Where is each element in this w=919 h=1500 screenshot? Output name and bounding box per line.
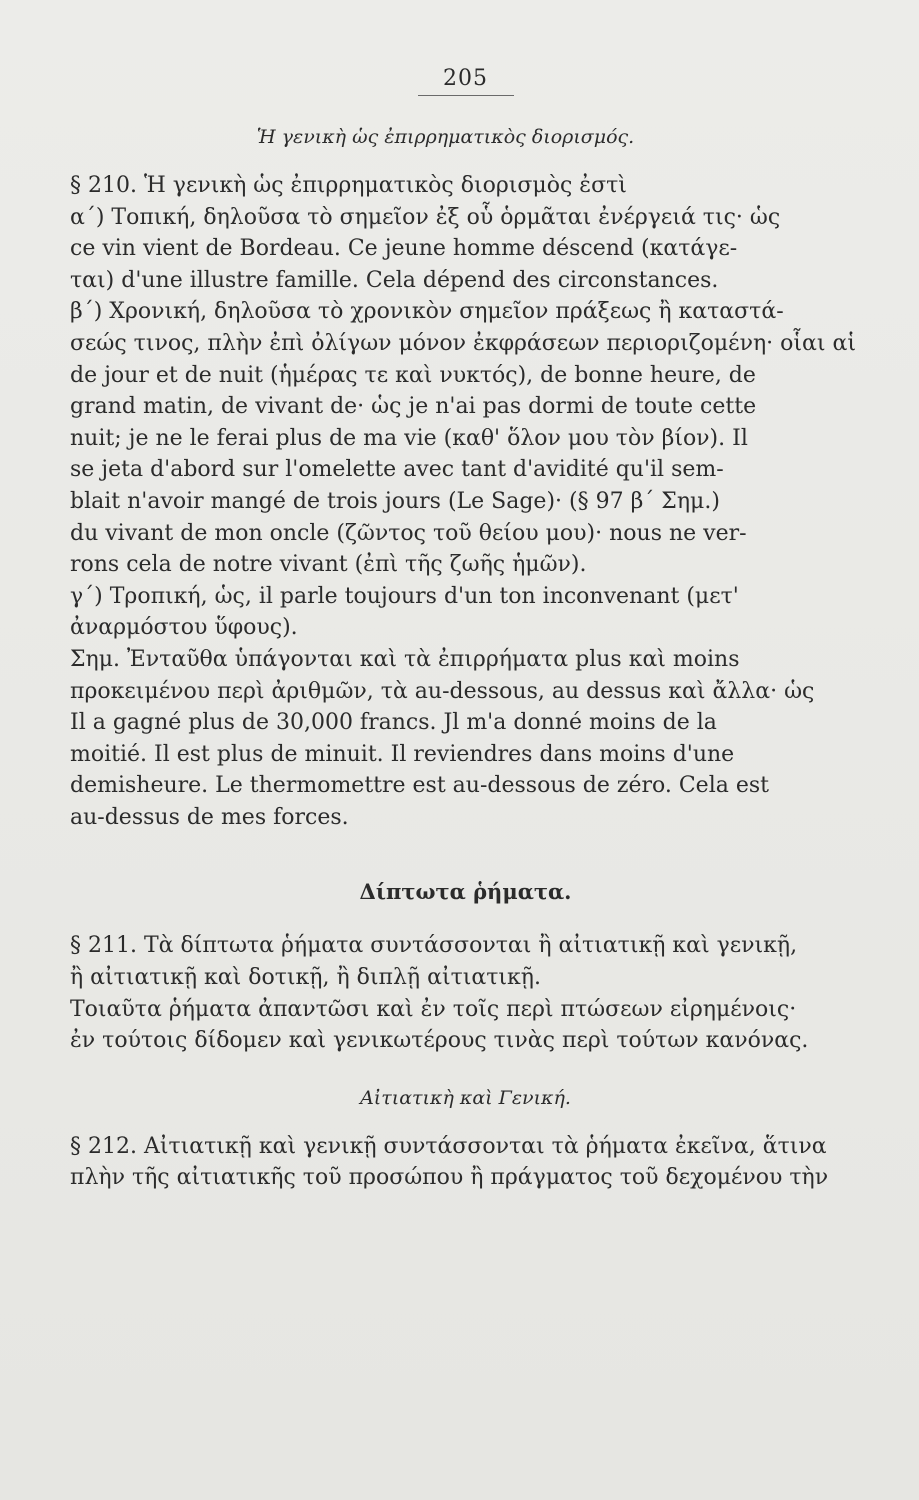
subheading-diptota: Δίπτωτα ῥήματα. (359, 879, 572, 905)
text-line: Il a gagné plus de 30,000 francs. Jl m'a donné moins de la (70, 710, 717, 736)
text-line: demisheure. Le thermomettre est au-dessous de zéro. Cela est (70, 773, 769, 799)
text-line: blait n'avoir mangé de trois jours (Le Sage)· (§ 97 β΄ Σημ.) (70, 488, 720, 514)
text-line: ται) d'une illustre famille. Cela dépend des circonstances. (70, 267, 719, 293)
page-number-divider (418, 95, 514, 96)
text-line: ἢ αἰτιατικῇ καὶ δοτικῇ, ἢ διπλῇ αἰτιατικῇ. (70, 965, 541, 991)
paragraph-211 (70, 930, 861, 1056)
text-line: rons cela de notre vivant (ἐπὶ τῆς ζωῆς ἡμῶν). (70, 552, 587, 578)
text-line: § 212. Αἰτιατικῇ καὶ γενικῇ συντάσσονται τὰ ῥήματα ἐκεῖνα, ἅτινα (70, 1133, 827, 1159)
text-line: ce vin vient de Bordeau. Ce jeune homme déscend (κατάγε- (70, 236, 738, 262)
text-line: moitié. Il est plus de minuit. Il reviendres dans moins d'une (70, 741, 735, 767)
text-line: grand matin, de vivant de· ὡς je n'ai pas dormi de toute cette (70, 394, 757, 420)
text-line: au-dessus de mes forces. (70, 804, 349, 830)
text-line: du vivant de mon oncle (ζῶντος τοῦ θείου μου)· nous ne ver- (70, 520, 747, 546)
text-line: nuit; je ne le ferai plus de ma vie (καθ' ὅλον μου τὸν βίον). Il (70, 425, 748, 451)
text-line: § 210. Ἡ γενικὴ ὡς ἐπιρρηματικὸς διορισμὸς ἐστὶ (70, 173, 627, 198)
paragraph-212 (70, 1131, 861, 1194)
text-line: § 211. Τὰ δίπτωτα ῥήματα συντάσσονται ἢ αἰτιατικῇ καὶ γενικῇ, (70, 933, 798, 959)
text-line: ἀναρμόστου ὕφους). (70, 615, 298, 641)
paragraph-210 (70, 170, 861, 833)
text-line: ἐν τούτοις δίδομεν καὶ γενικωτέρους τινὰς περὶ τούτων κανόνας. (70, 1028, 809, 1054)
text-line: προκειμένου περὶ ἀριθμῶν, τὰ au-dessous, au dessus καὶ ἄλλα· ὡς (70, 678, 815, 704)
text-line: Τοιαῦτα ῥήματα ἀπαντῶσι καὶ ἐν τοῖς περὶ πτώσεων εἰρημένοις· (70, 996, 797, 1022)
section-heading: Ἡ γενικὴ ὡς ἐπιρρηματικὸς διορισμός. (256, 126, 635, 148)
text-line: se jeta d'abord sur l'omelette avec tant d'avidité qu'il sem- (70, 457, 724, 483)
text-line: β΄) Χρονική, δηλοῦσα τὸ χρονικὸν σημεῖον πράξεως ἢ καταστά- (70, 299, 784, 325)
text-line: σεώς τινος, πλὴν ἐπὶ ὀλίγων μόνον ἐκφράσεων περιοριζομένη· οἷαι αἱ (70, 330, 856, 356)
text-line: α΄) Τοπική, δηλοῦσα τὸ σημεῖον ἐξ οὗ ὁρμᾶται ἐνέργειά τις· ὡς (70, 204, 781, 230)
text-line: de jour et de nuit (ἡμέρας τε καὶ νυκτός), de bonne heure, de (70, 362, 756, 388)
text-line: γ΄) Τροπική, ὡς, il parle toujours d'un ton inconvenant (μετ' (70, 583, 739, 609)
text-line: πλὴν τῆς αἰτιατικῆς τοῦ προσώπου ἢ πράγματος τοῦ δεχομένου τὴν (70, 1165, 829, 1191)
subheading-aitiatiki-geniki: Αἰτιατικὴ καὶ Γενική. (360, 1086, 571, 1109)
text-line: Σημ. Ἐνταῦθα ὑπάγονται καὶ τὰ ἐπιρρήματα plus καὶ moins (70, 646, 740, 672)
page-number: 205 (443, 66, 488, 91)
